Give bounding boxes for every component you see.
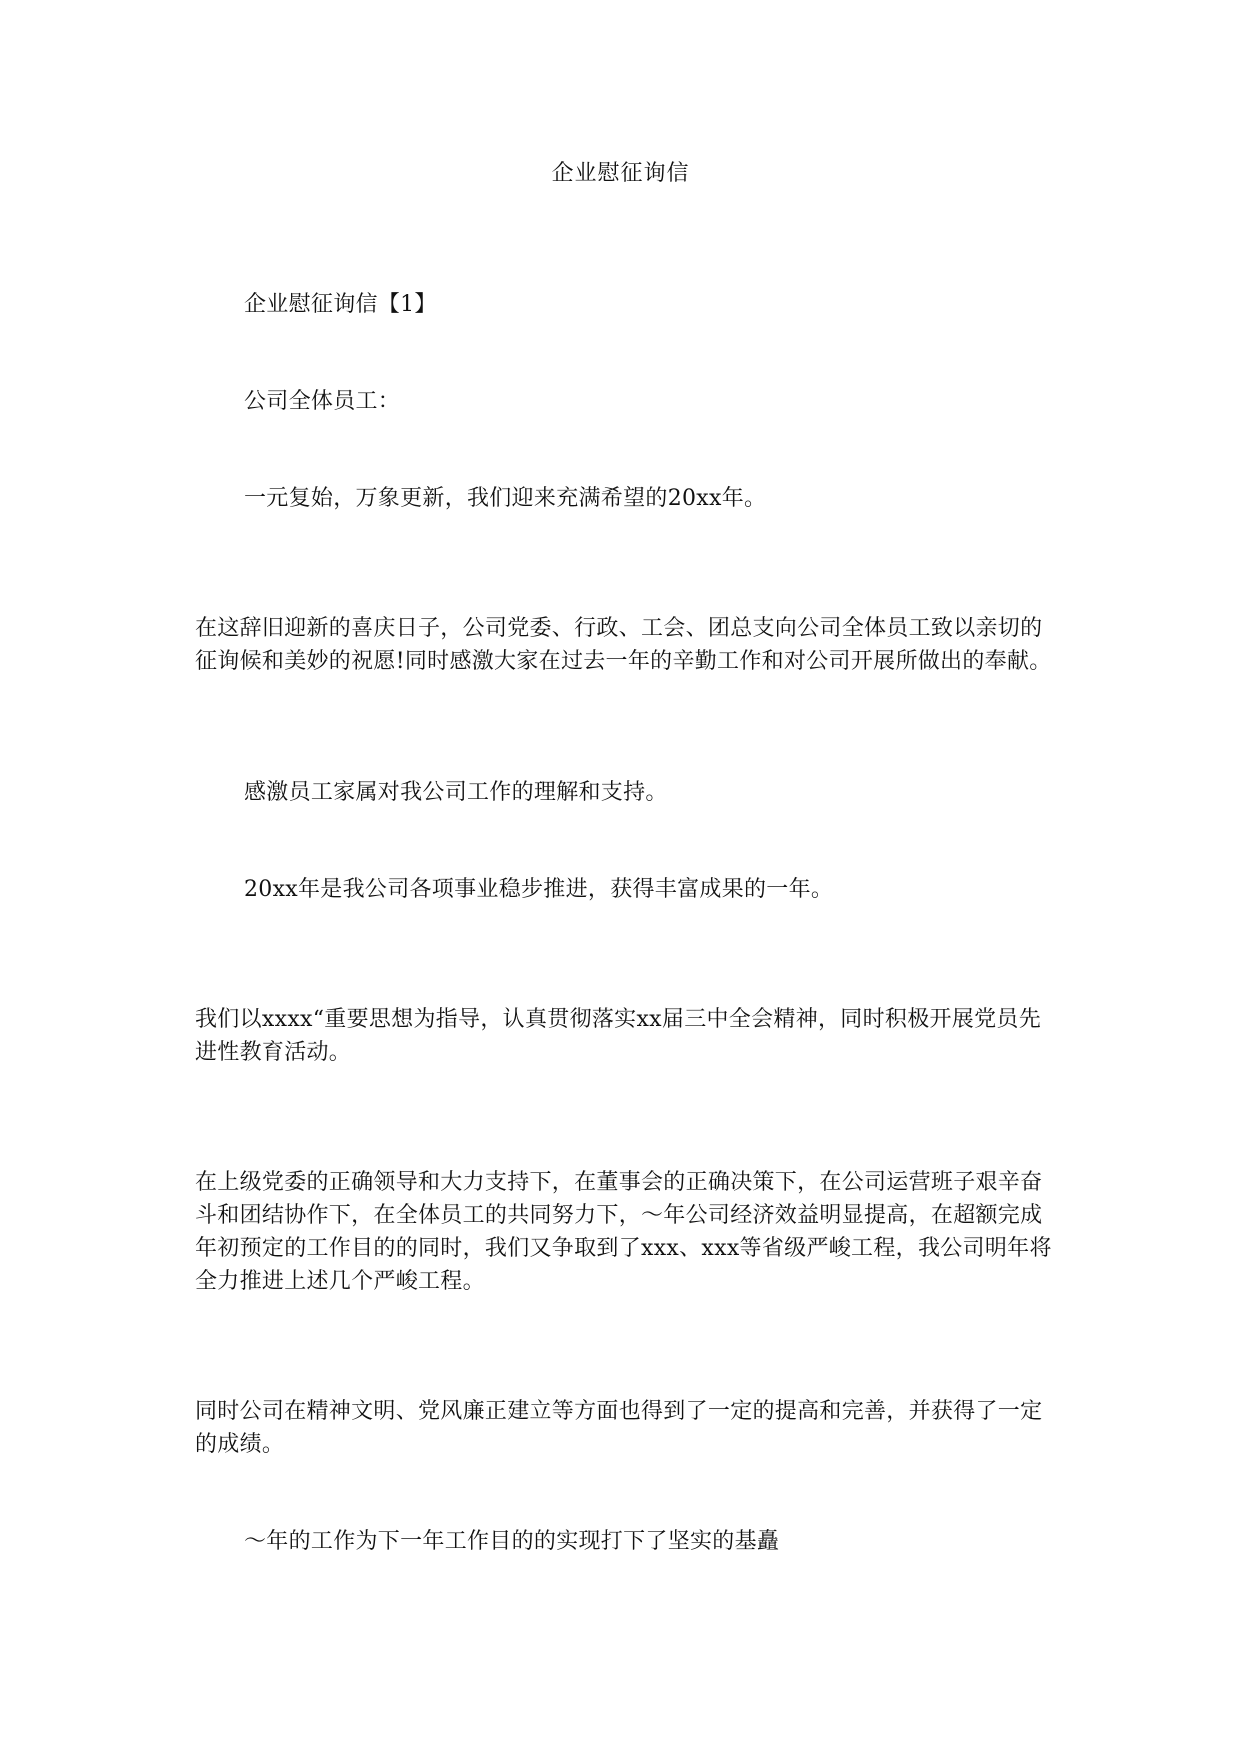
paragraph-5: 我们以xxxx“重要思想为指导，认真贯彻落实xx届三中全会精神，同时积极开展党员先进性教育活动。 [195,1007,1041,1065]
document-title: 企业慰征询信 [551,161,690,186]
salutation: 公司全体员工： [244,389,401,414]
paragraph-3: 感激员工家属对我公司工作的理解和支持。 [244,780,668,805]
paragraph-4: 20xx年是我公司各项事业稳步推进，获得丰富成果的一年。 [244,877,834,902]
section-heading: 企业慰征询信【1】 [244,292,437,317]
paragraph-7: 同时公司在精神文明、党风廉正建立等方面也得到了一定的提高和完善，并获得了一定的成绩。 [195,1399,1043,1457]
paragraph-2: 在这辞旧迎新的喜庆日子，公司党委、行政、工会、团总支向公司全体员工致以亲切的征询候和美妙的祝愿!同时感激大家在过去一年的辛勤工作和对公司开展所做出的奉献。 [195,616,1052,674]
paragraph-1: 一元复始，万象更新，我们迎来充满希望的20xx年。 [244,486,767,511]
paragraph-6: 在上级党委的正确领导和大力支持下，在董事会的正确决策下，在公司运营班子艰辛奋斗和团结协作下，在全体员工的共同努力下，～年公司经济效益明显提高，在超额完成年初预定的工作目的的同时，我们又争取到了xxx、xxx等省级严峻工程，我公司明年将全力推进上述几个严峻工程。 [195,1170,1052,1294]
paragraph-8: ～年的工作为下一年工作目的的实现打下了坚实的基矗 [244,1529,780,1554]
